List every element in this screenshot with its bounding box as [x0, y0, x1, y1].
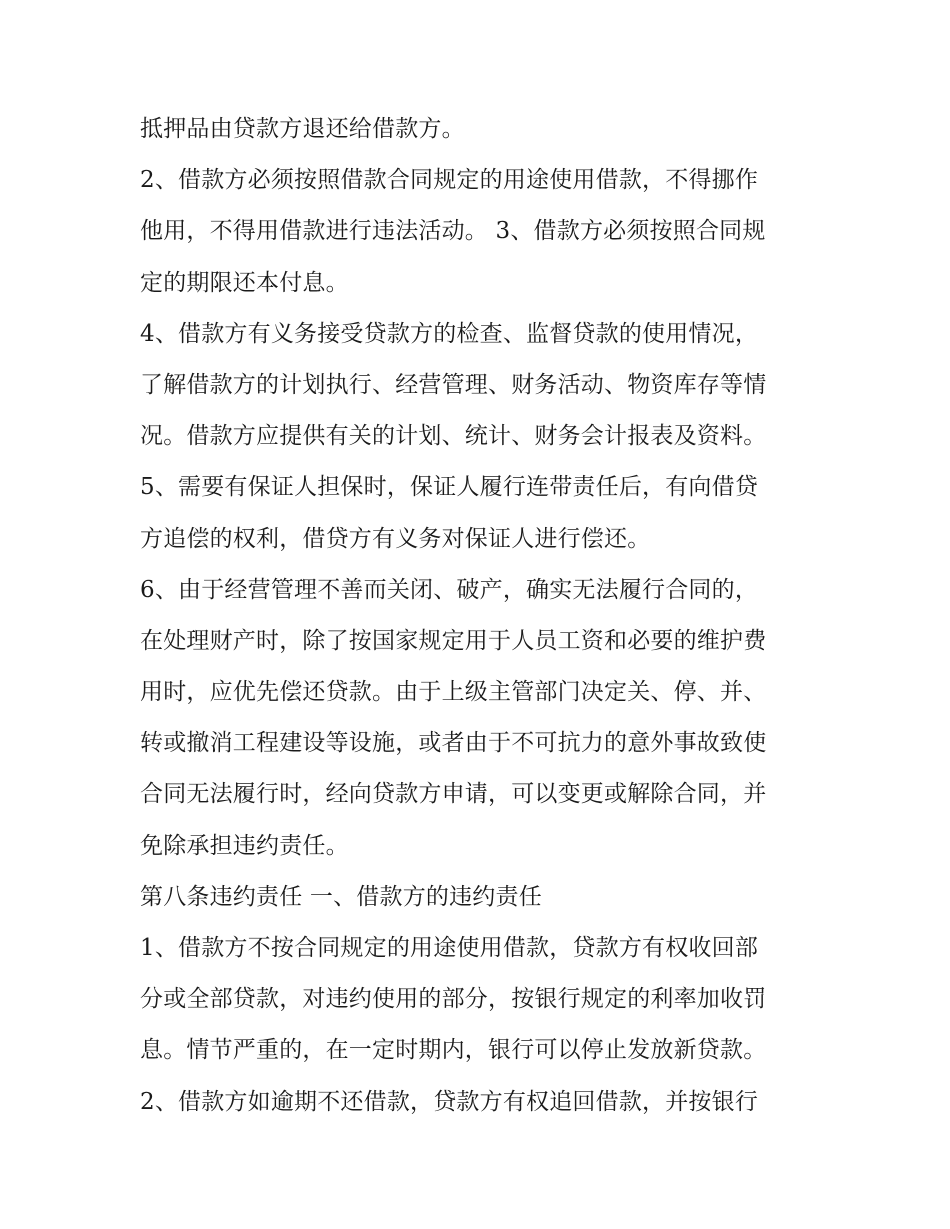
text-line: 他用，不得用借款进行违法活动。 3、借款方必须按照合同规 [140, 218, 766, 245]
text-line: 抵押品由贷款方退还给借款方。 [140, 116, 465, 142]
text-line: 了解借款方的计划执行、经营管理、财务活动、物资库存等情 [140, 371, 767, 398]
text-line: 合同无法履行时，经向贷款方申请，可以变更或解除合同，并 [140, 781, 767, 808]
text-line: 在处理财产时，除了按国家规定用于人员工资和必要的维护费 [140, 627, 767, 654]
text-line: 转或撤消工程建设等设施，或者由于不可抗力的意外事故致使 [140, 730, 767, 757]
text-line: 4、借款方有义务接受贷款方的检查、监督贷款的使用情况， [140, 320, 759, 347]
text-line: 用时，应优先偿还贷款。由于上级主管部门决定关、停、并、 [140, 679, 767, 706]
text-line: 分或全部贷款，对违约使用的部分，按银行规定的利率加收罚 [140, 986, 767, 1013]
section-heading: 第八条违约责任 一、借款方的违约责任 [140, 883, 542, 910]
text-line: 方追偿的权利，借贷方有义务对保证人进行偿还。 [140, 525, 651, 552]
text-line: 2、借款方必须按照借款合同规定的用途使用借款，不得挪作 [140, 167, 759, 194]
text-line: 免除承担违约责任。 [140, 832, 349, 859]
text-line: 1、借款方不按合同规定的用途使用借款，贷款方有权收回部 [140, 935, 759, 961]
text-line: 6、由于经营管理不善而关闭、破产，确实无法履行合同的， [140, 576, 759, 603]
text-line: 息。情节严重的，在一定时期内，银行可以停止发放新贷款。 [140, 1037, 767, 1064]
text-line: 况。借款方应提供有关的计划、统计、财务会计报表及资料。 [140, 423, 767, 450]
text-line: 5、需要有保证人担保时，保证人履行连带责任后，有向借贷 [140, 474, 759, 501]
text-line: 定的期限还本付息。 [140, 269, 349, 296]
text-line: 2、借款方如逾期不还借款，贷款方有权追回借款，并按银行 [140, 1088, 759, 1115]
document-body [140, 104, 820, 1128]
